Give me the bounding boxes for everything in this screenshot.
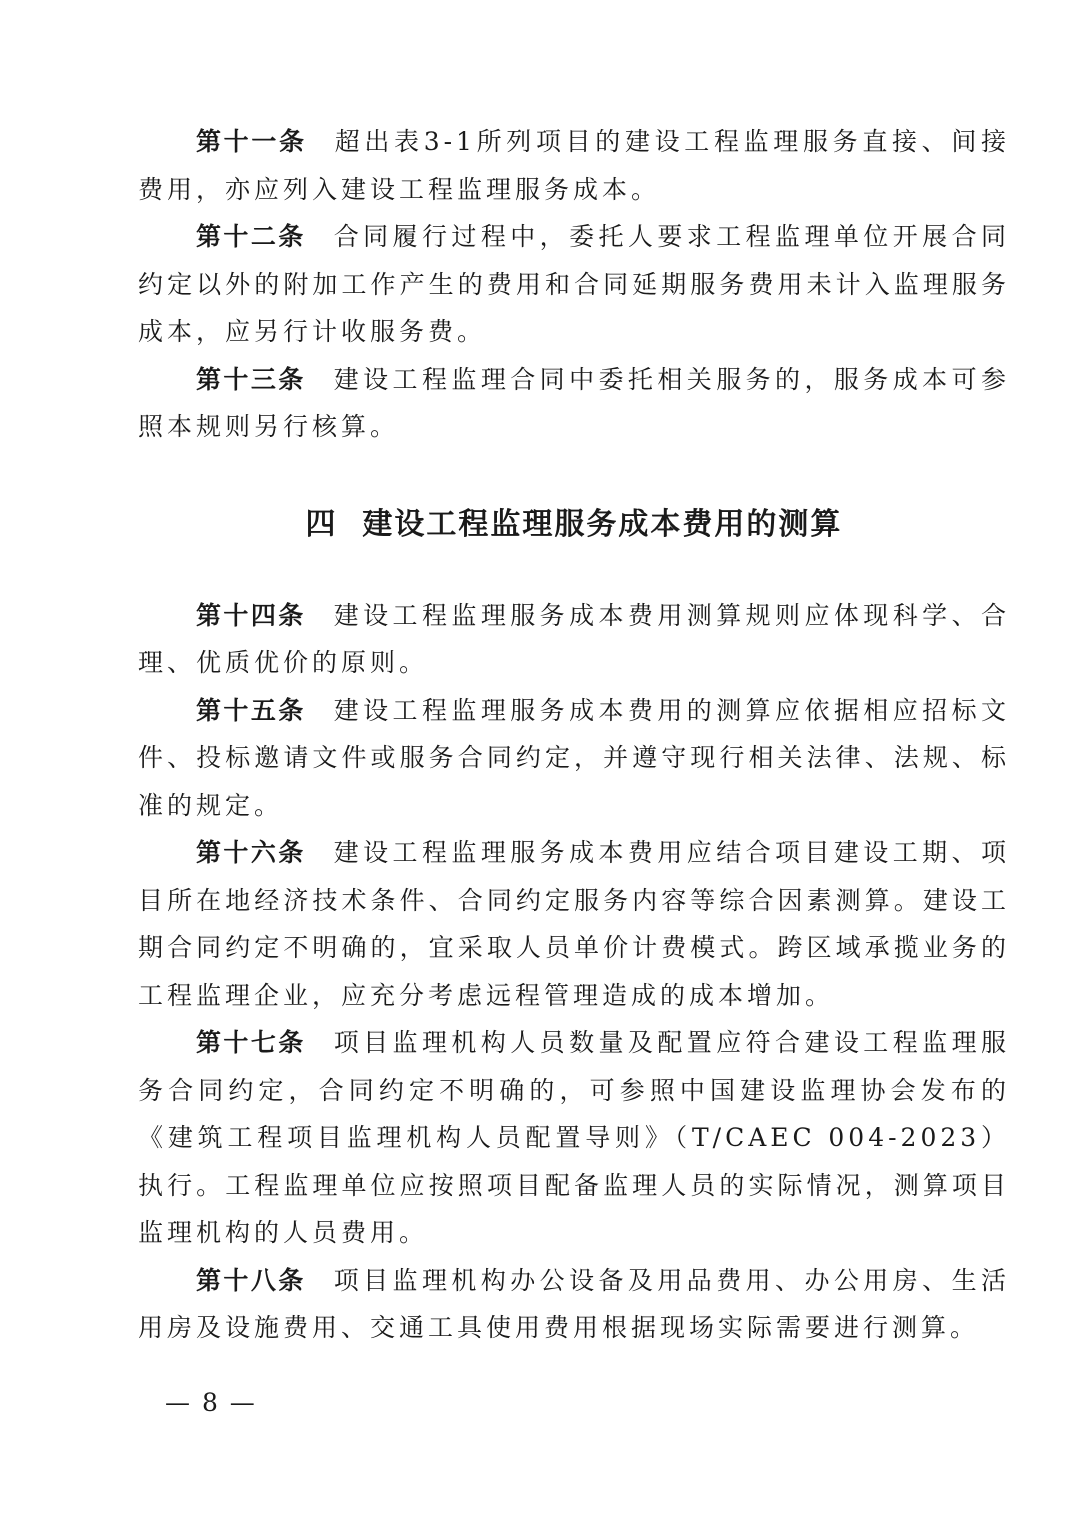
article-label: 第十三条 [196,364,306,394]
document-body [138,118,1010,1352]
page-number: — 8 — [165,1388,257,1417]
article-label: 第十一条 [196,127,307,156]
article-label: 第十八条 [196,1265,306,1295]
article-11 [138,118,1010,213]
spacer [138,451,1010,501]
article-16 [138,829,1010,1019]
article-label: 第十五条 [196,695,306,725]
article-12 [138,213,1010,356]
article-text: 项目监理机构人员数量及配置应符合建设工程监理服务合同约定，合同约定不明确的，可参照中国建设监理协会发布的《建筑工程项目监理机构人员配置导则》（T/CAEC 004-2023）执行。工程监理单位应按照项目配备监理人员的实际情况，测算项目监理机构的人员费用。 [138,1028,1010,1247]
article-label: 第十六条 [196,838,306,867]
spacer [138,549,1010,592]
article-17 [138,1019,1010,1257]
article-13 [138,356,1010,451]
article-15 [138,687,1010,830]
article-text: 建设工程监理合同中委托相关服务的，服务成本可参照本规则另行核算。 [138,364,1010,441]
article-label: 第十四条 [196,600,306,630]
section-heading: 四 建设工程监理服务成本费用的测算 [305,506,843,542]
article-18 [138,1257,1010,1352]
article-14 [138,592,1010,687]
article-label: 第十二条 [196,222,306,251]
article-text: 合同履行过程中，委托人要求工程监理单位开展合同约定以外的附加工作产生的费用和合同延期服务费用未计入监理服务成本，应另行计收服务费。 [138,222,1010,346]
article-text: 建设工程监理服务成本费用测算规则应体现科学、合理、优质优价的原则。 [138,600,1010,677]
article-text: 建设工程监理服务成本费用应结合项目建设工期、项目所在地经济技术条件、合同约定服务内容等综合因素测算。建设工期合同约定不明确的，宜采取人员单价计费模式。跨区域承揽业务的工程监理企业，应充分考虑远程管理造成的成本增加。 [138,838,1010,1010]
article-text: 超出表3-1所列项目的建设工程监理服务直接、间接费用，亦应列入建设工程监理服务成本。 [138,127,1010,204]
article-label: 第十七条 [196,1028,306,1057]
article-text: 建设工程监理服务成本费用的测算应依据相应招标文件、投标邀请文件或服务合同约定，并遵守现行相关法律、法规、标准的规定。 [138,695,1010,820]
article-text: 项目监理机构办公设备及用品费用、办公用房、生活用房及设施费用、交通工具使用费用根据现场实际需要进行测算。 [138,1265,1010,1342]
